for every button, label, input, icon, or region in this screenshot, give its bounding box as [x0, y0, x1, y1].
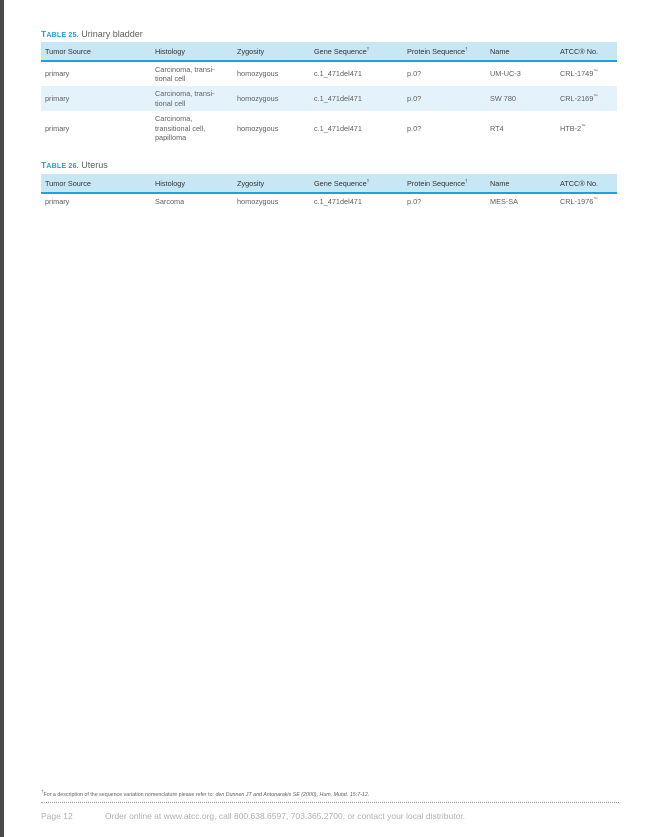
col-zygosity: Zygosity	[233, 174, 310, 193]
footnote: †For a description of the sequence variation nomenclature please refer to: den Dunnen JT and Antonarakis SE (2000), Hum. Mutat. 15:7-12.	[41, 789, 370, 798]
cell-histology: Carcinoma, transi- tional cell	[151, 86, 233, 111]
cell-zygosity: homozygous	[237, 123, 279, 133]
cell-name: SW 780	[486, 86, 556, 111]
cell-tumor-source: primary	[41, 86, 151, 111]
cell-name: MES-SA	[490, 196, 518, 206]
cell-atcc-no: CRL-1976™	[560, 196, 598, 206]
table-25-title: Urinary bladder	[81, 29, 143, 39]
table-header-row	[41, 42, 617, 61]
table-25-label: TABLE 25.	[41, 29, 79, 39]
col-name: Name	[486, 42, 556, 61]
cell-tumor-source: primary	[45, 123, 70, 133]
cell-gene-sequence: c.1_471del471	[314, 196, 362, 206]
col-tumor-source: Tumor Source	[41, 42, 151, 61]
col-histology: Histology	[151, 42, 233, 61]
col-zygosity: Zygosity	[233, 42, 310, 61]
table-26-caption	[41, 160, 108, 170]
cell-protein-sequence: p.0?	[407, 196, 422, 206]
cell-gene-sequence: c.1_471del471	[310, 86, 403, 111]
col-protein-sequence: Protein Sequence†	[403, 42, 486, 61]
cell-gene-sequence: c.1_471del471	[314, 123, 362, 133]
footnote-citation: den Dunnen JT and Antonarakis SE (2000), Hum. Mutat. 15:7-12.	[215, 792, 370, 798]
cell-zygosity: homozygous	[233, 86, 310, 111]
table-row	[41, 61, 617, 86]
cell-protein-sequence: p.0?	[403, 86, 486, 111]
cell-name: RT4	[490, 123, 504, 133]
page-number: Page 12	[41, 811, 73, 821]
table-25	[41, 42, 617, 146]
table-26-title: Uterus	[81, 160, 108, 170]
table-header-row	[41, 174, 617, 193]
cell-histology: Carcinoma, transitional cell, papilloma	[155, 114, 206, 143]
cell-name: UM-UC-3	[490, 69, 521, 79]
cell-atcc-no: CRL-2169™	[556, 86, 617, 111]
table-25-caption	[41, 29, 143, 39]
cell-atcc-no: HTB-2™	[560, 123, 586, 133]
col-name: Name	[486, 174, 556, 193]
col-protein-sequence: Protein Sequence†	[403, 174, 486, 193]
table-26	[41, 174, 617, 209]
page-footer	[41, 811, 465, 821]
table-row	[41, 86, 617, 111]
cell-protein-sequence: p.0?	[407, 123, 422, 133]
table-26-label: TABLE 26.	[41, 160, 79, 170]
cell-gene-sequence: c.1_471del471	[314, 69, 362, 79]
col-atcc-no: ATCC® No.	[556, 42, 617, 61]
table-row	[41, 193, 617, 209]
footer-contact-text: Order online at www.atcc.org, call 800.638.6597, 703.365.2700, or contact your local distributor.	[105, 811, 466, 821]
cell-histology: Sarcoma	[155, 196, 185, 206]
col-atcc-no: ATCC® No.	[556, 174, 617, 193]
cell-tumor-source: primary	[45, 69, 70, 79]
cell-atcc-no: CRL-1749™	[560, 68, 598, 79]
col-tumor-source: Tumor Source	[41, 174, 151, 193]
cell-zygosity: homozygous	[237, 196, 279, 206]
cell-histology: Carcinoma, transi- tional cell	[155, 64, 215, 83]
table-row	[41, 111, 617, 146]
col-gene-sequence: Gene Sequence†	[310, 42, 403, 61]
col-histology: Histology	[151, 174, 233, 193]
cell-tumor-source: primary	[45, 196, 70, 206]
cell-protein-sequence: p.0?	[407, 69, 422, 79]
col-gene-sequence: Gene Sequence†	[310, 174, 403, 193]
cell-zygosity: homozygous	[237, 69, 279, 79]
footer-divider	[41, 802, 619, 803]
